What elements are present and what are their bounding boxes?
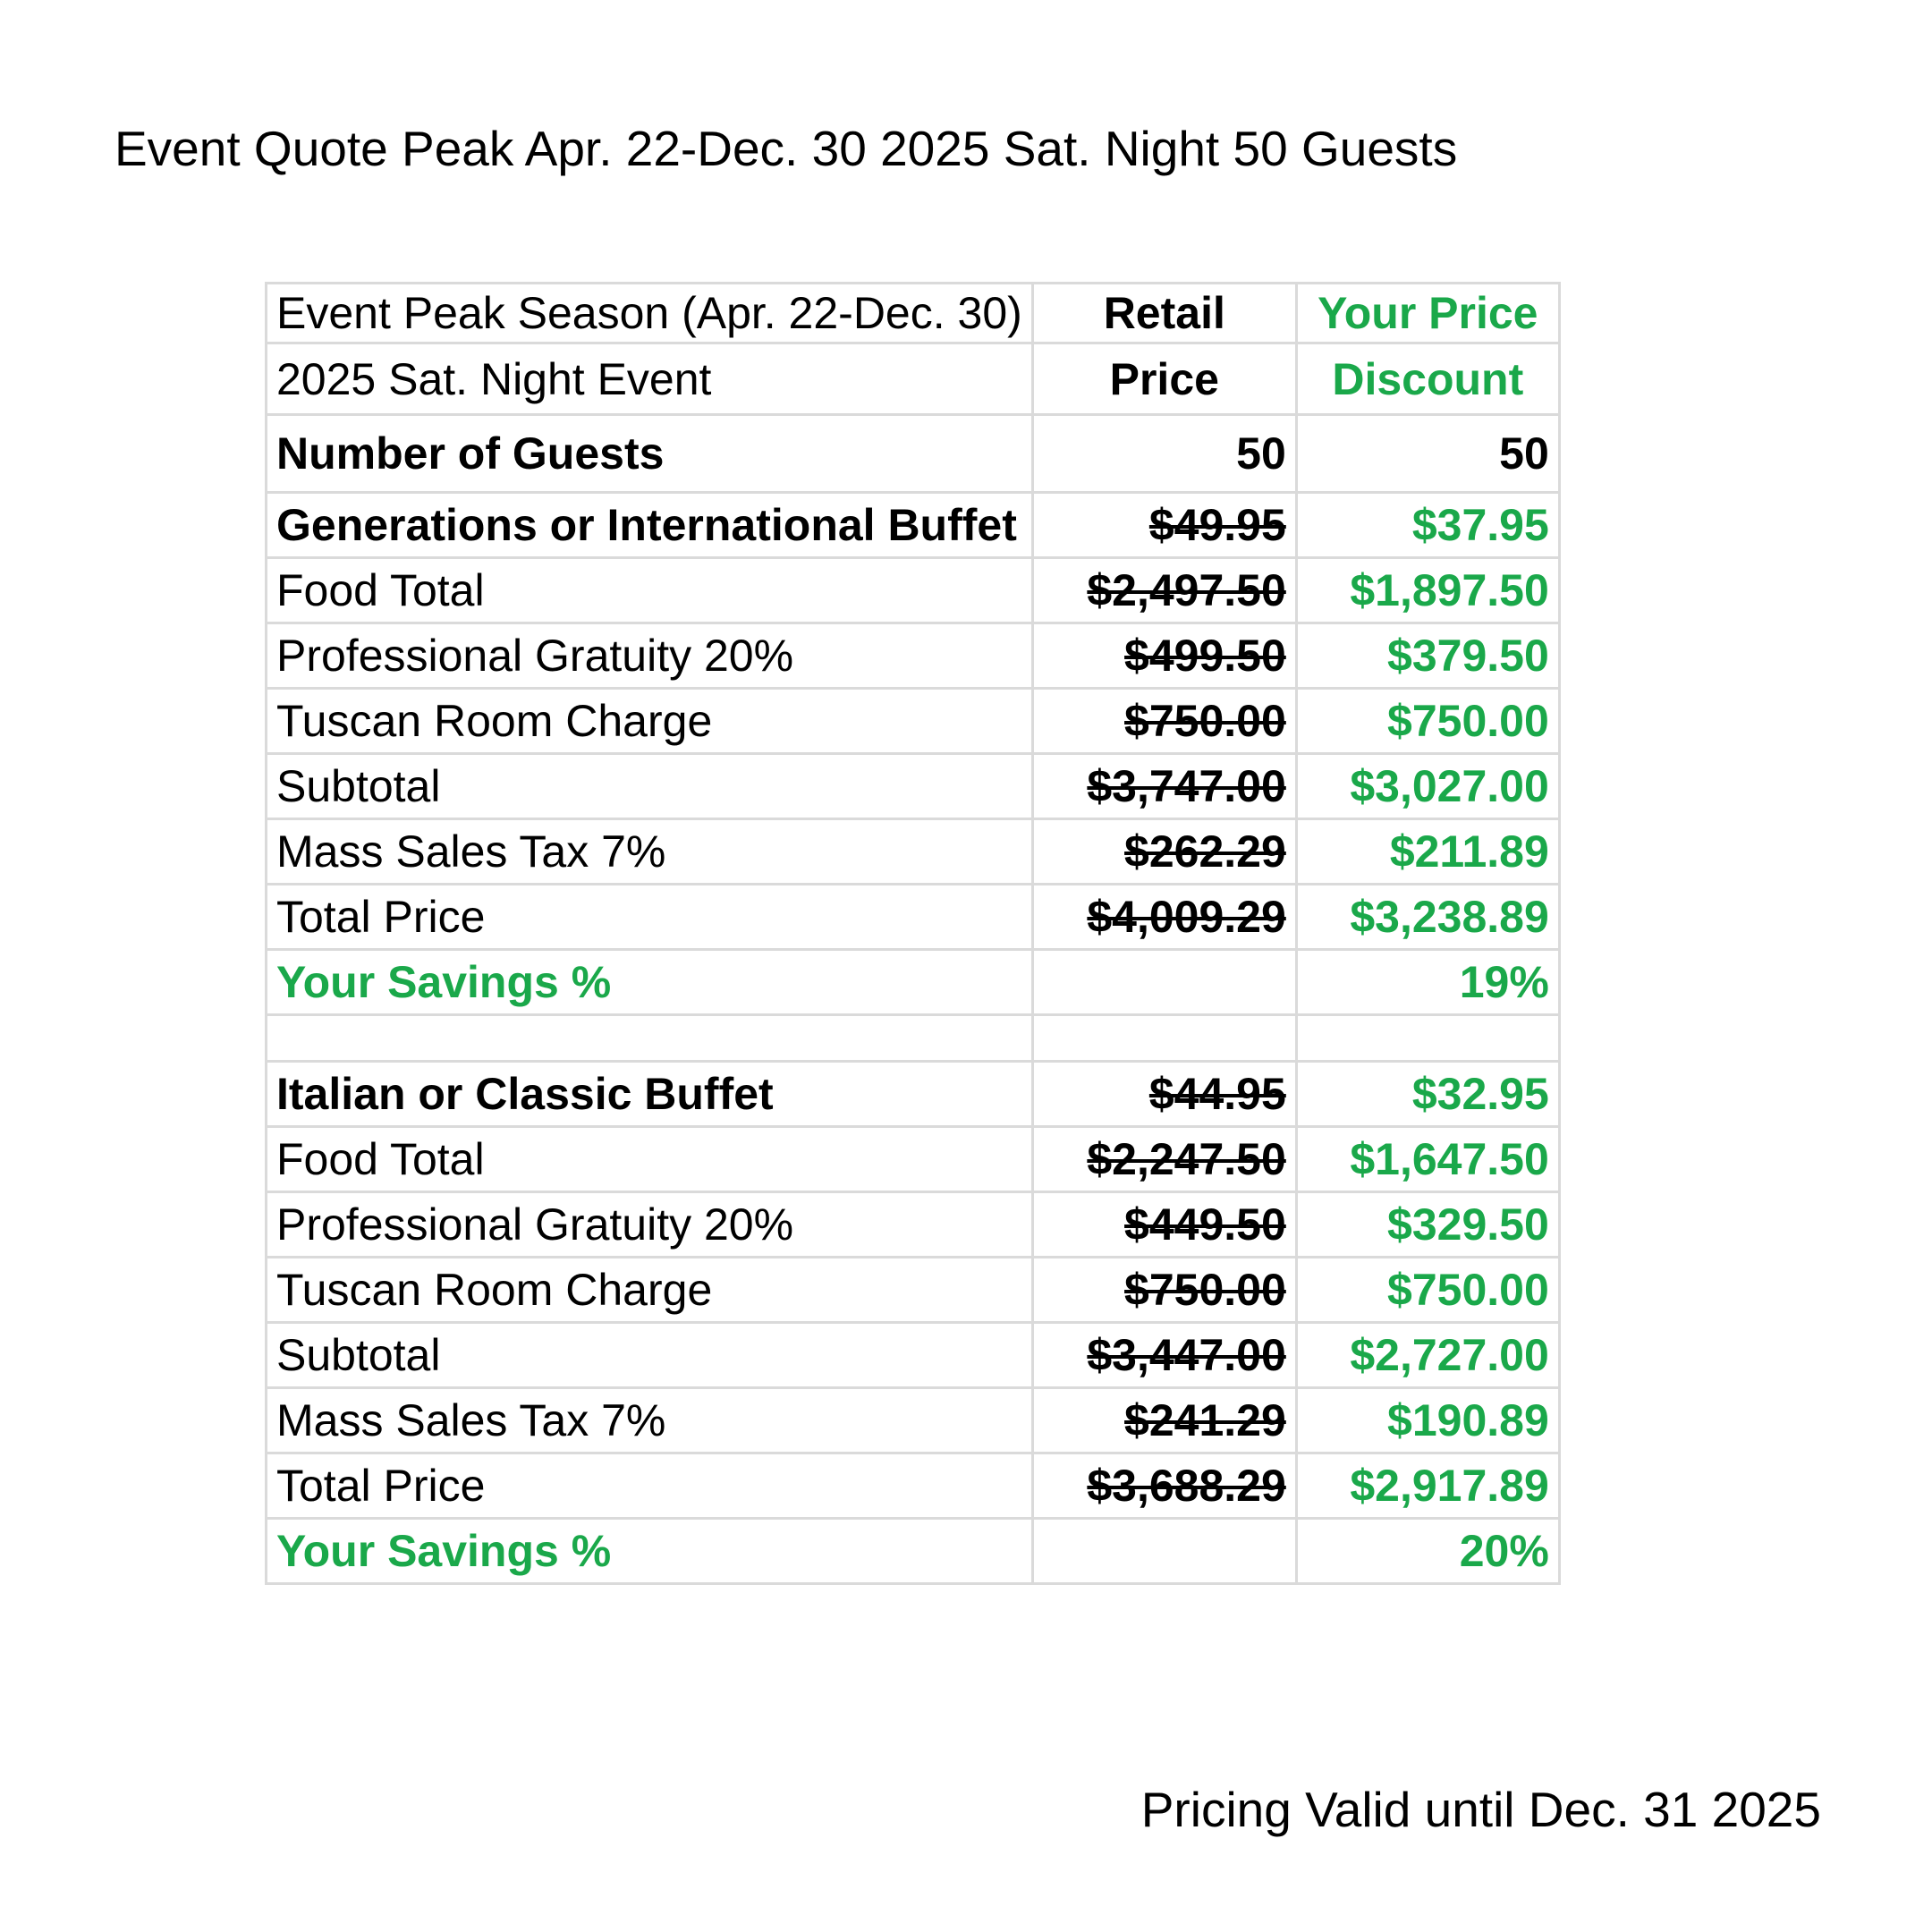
quote-table [265,282,1561,1585]
header-label-line2: 2025 Sat. Night Event [267,343,1033,415]
table-row [267,885,1560,950]
buffet-label: Generations or International Buffet [267,493,1033,558]
table-row [267,1192,1560,1258]
discount-price-cell: $1,647.50 [1296,1127,1559,1192]
savings-value: 20% [1296,1519,1559,1584]
header-retail-line1: Retail [1032,284,1296,343]
table-row [267,1453,1560,1519]
spacer-row [267,1015,1560,1062]
empty-cell [1032,1519,1296,1584]
table-row [267,1323,1560,1388]
row-label: Mass Sales Tax 7% [267,1388,1033,1453]
row-label: Professional Gratuity 20% [267,623,1033,689]
retail-price-cell: $3,747.00 [1032,754,1296,819]
row-label: Food Total [267,1127,1033,1192]
retail-price-cell: $750.00 [1032,689,1296,754]
discount-price-cell: $2,727.00 [1296,1323,1559,1388]
row-label: Subtotal [267,754,1033,819]
discount-price-cell: $2,917.89 [1296,1453,1559,1519]
discount-price-cell: $750.00 [1296,1258,1559,1323]
discount-price-cell: $32.95 [1296,1062,1559,1127]
retail-price-cell: $2,497.50 [1032,558,1296,623]
retail-price-cell: $499.50 [1032,623,1296,689]
row-label: Total Price [267,885,1033,950]
page-title: Event Quote Peak Apr. 22-Dec. 30 2025 Sat. Night 50 Guests [114,121,1458,176]
header-label-line1: Event Peak Season (Apr. 22-Dec. 30) [267,284,1033,343]
buffet-label: Italian or Classic Buffet [267,1062,1033,1127]
header-discount-line1: Your Price [1296,284,1559,343]
retail-price-cell: $2,247.50 [1032,1127,1296,1192]
row-label: Tuscan Room Charge [267,689,1033,754]
discount-price-cell: $37.95 [1296,493,1559,558]
table-row [267,689,1560,754]
discount-price-cell: $3,027.00 [1296,754,1559,819]
discount-price-cell: $211.89 [1296,819,1559,885]
retail-price-cell: $241.29 [1032,1388,1296,1453]
row-label: Food Total [267,558,1033,623]
buffet-row [267,1062,1560,1127]
retail-price-cell: $449.50 [1032,1192,1296,1258]
discount-price-cell: $379.50 [1296,623,1559,689]
pricing-validity-note: Pricing Valid until Dec. 31 2025 [1140,1782,1821,1837]
discount-price-cell: $750.00 [1296,689,1559,754]
savings-value: 19% [1296,950,1559,1015]
guests-label: Number of Guests [267,415,1033,493]
discount-price-cell: $1,897.50 [1296,558,1559,623]
discount-price-cell: $329.50 [1296,1192,1559,1258]
table-header-row [267,284,1560,343]
table-row [267,754,1560,819]
retail-price-cell: $262.29 [1032,819,1296,885]
table-row [267,623,1560,689]
retail-price-cell: $3,688.29 [1032,1453,1296,1519]
empty-cell [1032,1015,1296,1062]
table-row [267,558,1560,623]
savings-label: Your Savings % [267,950,1033,1015]
empty-cell [1032,950,1296,1015]
table-row [267,1258,1560,1323]
row-label: Professional Gratuity 20% [267,1192,1033,1258]
discount-price-cell: $190.89 [1296,1388,1559,1453]
savings-row [267,950,1560,1015]
table-header-row [267,343,1560,415]
header-discount-line2: Discount [1296,343,1559,415]
guests-discount: 50 [1296,415,1559,493]
buffet-row [267,493,1560,558]
retail-price-cell: $49.95 [1032,493,1296,558]
empty-cell [1296,1015,1559,1062]
savings-row [267,1519,1560,1584]
retail-price-cell: $750.00 [1032,1258,1296,1323]
savings-label: Your Savings % [267,1519,1033,1584]
row-label: Mass Sales Tax 7% [267,819,1033,885]
retail-price-cell: $44.95 [1032,1062,1296,1127]
row-label: Total Price [267,1453,1033,1519]
table-row [267,1127,1560,1192]
row-label: Tuscan Room Charge [267,1258,1033,1323]
row-label: Subtotal [267,1323,1033,1388]
retail-price-cell: $4,009.29 [1032,885,1296,950]
table-row [267,819,1560,885]
guests-row [267,415,1560,493]
guests-retail: 50 [1032,415,1296,493]
table-row [267,1388,1560,1453]
discount-price-cell: $3,238.89 [1296,885,1559,950]
retail-price-cell: $3,447.00 [1032,1323,1296,1388]
header-retail-line2: Price [1032,343,1296,415]
empty-cell [267,1015,1033,1062]
